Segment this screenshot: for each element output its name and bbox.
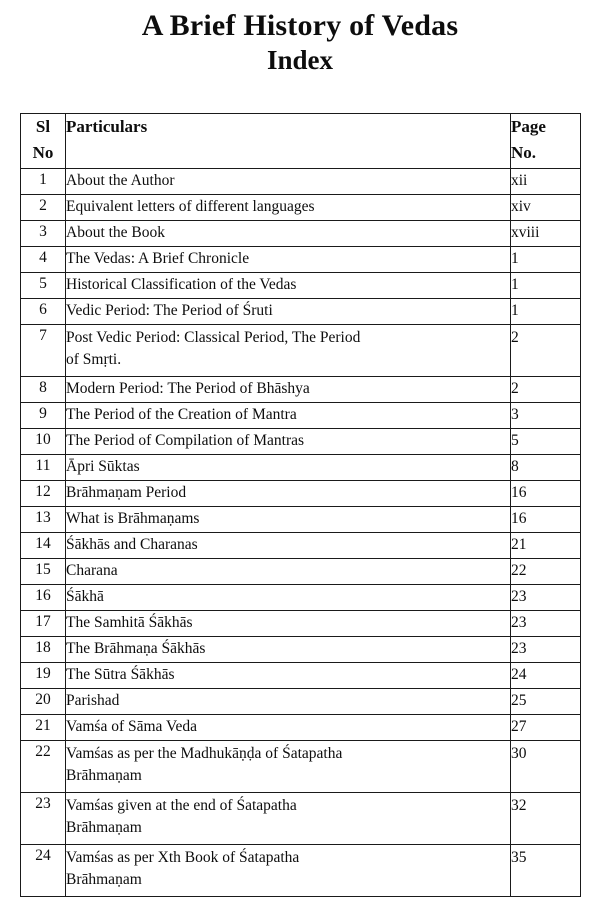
cell-page-no: 35	[511, 845, 581, 897]
cell-particulars-line1: Charana	[66, 562, 118, 579]
table-row	[21, 845, 581, 897]
cell-particulars	[66, 455, 511, 481]
table-row	[21, 429, 581, 455]
cell-sl-no: 1	[21, 169, 66, 195]
cell-page-no: 16	[511, 507, 581, 533]
table-row	[21, 221, 581, 247]
table-row	[21, 559, 581, 585]
cell-sl-no: 22	[21, 741, 66, 793]
cell-particulars-line1: Vedic Period: The Period of Śruti	[66, 302, 273, 319]
table-row	[21, 455, 581, 481]
cell-particulars-line1: Brāhmaṇam Period	[66, 484, 187, 501]
cell-particulars-line1: Āpri Sūktas	[66, 458, 140, 475]
cell-particulars-line2: Brāhmaṇam	[66, 767, 142, 785]
cell-page-no: 16	[511, 481, 581, 507]
cell-particulars	[66, 585, 511, 611]
cell-page-no: 23	[511, 611, 581, 637]
page-subtitle: Index	[266, 45, 334, 76]
cell-particulars-line1: Śākhā	[66, 588, 104, 605]
cell-particulars	[66, 273, 511, 299]
cell-particulars-line1: Historical Classification of the Vedas	[66, 276, 297, 293]
cell-sl-no: 24	[21, 845, 66, 897]
cell-particulars	[66, 169, 511, 195]
column-header-page-no	[511, 114, 581, 169]
cell-page-no: 1	[511, 247, 581, 273]
cell-particulars-line2: Brāhmaṇam	[66, 819, 142, 837]
cell-particulars	[66, 663, 511, 689]
cell-particulars	[66, 637, 511, 663]
cell-page-no: 30	[511, 741, 581, 793]
cell-particulars-line2: Brāhmaṇam	[66, 871, 142, 889]
table-row	[21, 741, 581, 793]
table-row	[21, 273, 581, 299]
cell-sl-no: 17	[21, 611, 66, 637]
cell-page-no: 3	[511, 403, 581, 429]
cell-sl-no: 12	[21, 481, 66, 507]
table-row	[21, 507, 581, 533]
cell-page-no: 21	[511, 533, 581, 559]
cell-particulars	[66, 611, 511, 637]
column-header-page-line1: Page	[511, 117, 546, 136]
cell-page-no: xiv	[511, 195, 581, 221]
cell-page-no: 24	[511, 663, 581, 689]
table-header	[21, 114, 581, 169]
column-header-sl-line2: No	[32, 142, 54, 162]
cell-page-no: 1	[511, 299, 581, 325]
table-row	[21, 585, 581, 611]
cell-particulars-line1: Post Vedic Period: Classical Period, The Period	[66, 329, 361, 346]
cell-sl-no: 7	[21, 325, 66, 377]
cell-particulars-line1: The Period of Compilation of Mantras	[66, 432, 305, 449]
cell-particulars	[66, 481, 511, 507]
cell-particulars-line1: Parishad	[66, 692, 120, 709]
cell-particulars	[66, 403, 511, 429]
cell-particulars	[66, 741, 511, 793]
cell-page-no: 25	[511, 689, 581, 715]
cell-particulars	[66, 845, 511, 897]
cell-sl-no: 19	[21, 663, 66, 689]
cell-page-no: 2	[511, 325, 581, 377]
table-row	[21, 481, 581, 507]
column-header-sl-no	[21, 114, 66, 169]
table-row	[21, 377, 581, 403]
table-row	[21, 403, 581, 429]
cell-sl-no: 23	[21, 793, 66, 845]
cell-particulars	[66, 377, 511, 403]
cell-page-no: xii	[511, 169, 581, 195]
table-row	[21, 325, 581, 377]
cell-particulars-line1: Modern Period: The Period of Bhāshya	[66, 380, 310, 397]
cell-sl-no: 15	[21, 559, 66, 585]
cell-particulars-line1: Vamśas given at the end of Śatapatha	[66, 797, 297, 814]
cell-particulars-line2: of Smṛti.	[66, 351, 122, 369]
table-row	[21, 715, 581, 741]
cell-particulars-line1: The Samhitā Śākhās	[66, 614, 193, 631]
cell-sl-no: 18	[21, 637, 66, 663]
cell-particulars-line1: The Brāhmaṇa Śākhās	[66, 640, 206, 657]
cell-page-no: 1	[511, 273, 581, 299]
cell-page-no: 23	[511, 637, 581, 663]
cell-sl-no: 6	[21, 299, 66, 325]
page-title: A Brief History of Vedas	[141, 9, 459, 42]
table-row	[21, 663, 581, 689]
cell-particulars	[66, 325, 511, 377]
cell-particulars	[66, 533, 511, 559]
column-header-sl-line1: Sl	[35, 117, 51, 136]
table-row	[21, 169, 581, 195]
cell-page-no: 8	[511, 455, 581, 481]
table-row	[21, 637, 581, 663]
table-row	[21, 533, 581, 559]
table-row	[21, 793, 581, 845]
table-header-row	[21, 114, 581, 169]
table-row	[21, 247, 581, 273]
cell-sl-no: 3	[21, 221, 66, 247]
cell-sl-no: 8	[21, 377, 66, 403]
cell-particulars-line1: Śākhās and Charanas	[66, 536, 198, 553]
cell-page-no: 5	[511, 429, 581, 455]
cell-particulars-line1: Vamśas as per the Madhukāṇḍa of Śatapatha	[66, 745, 343, 762]
cell-sl-no: 2	[21, 195, 66, 221]
cell-particulars	[66, 429, 511, 455]
cell-particulars-line1: Vamśas as per Xth Book of Śatapatha	[66, 849, 300, 866]
cell-particulars-line1: The Period of the Creation of Mantra	[66, 406, 297, 423]
cell-page-no: xviii	[511, 221, 581, 247]
cell-particulars-line1: The Sūtra Śākhās	[66, 666, 175, 683]
cell-sl-no: 16	[21, 585, 66, 611]
cell-sl-no: 20	[21, 689, 66, 715]
table-row	[21, 611, 581, 637]
cell-sl-no: 14	[21, 533, 66, 559]
table-row	[21, 689, 581, 715]
cell-page-no: 2	[511, 377, 581, 403]
cell-particulars	[66, 221, 511, 247]
table-row	[21, 299, 581, 325]
cell-particulars-line1: About the Author	[66, 172, 175, 189]
cell-sl-no: 9	[21, 403, 66, 429]
cell-particulars-line1: What is Brāhmaṇams	[66, 510, 200, 527]
cell-particulars	[66, 715, 511, 741]
cell-particulars	[66, 689, 511, 715]
document-heading	[0, 0, 600, 77]
cell-particulars	[66, 247, 511, 273]
cell-particulars	[66, 559, 511, 585]
cell-particulars-line1: About the Book	[66, 224, 166, 241]
cell-sl-no: 4	[21, 247, 66, 273]
cell-page-no: 32	[511, 793, 581, 845]
cell-page-no: 23	[511, 585, 581, 611]
cell-page-no: 22	[511, 559, 581, 585]
cell-sl-no: 11	[21, 455, 66, 481]
cell-sl-no: 13	[21, 507, 66, 533]
cell-sl-no: 21	[21, 715, 66, 741]
cell-sl-no: 5	[21, 273, 66, 299]
column-header-page-line2: No.	[511, 142, 537, 162]
cell-particulars	[66, 195, 511, 221]
column-header-particulars: Particulars	[66, 114, 511, 169]
table-row	[21, 195, 581, 221]
cell-page-no: 27	[511, 715, 581, 741]
index-table-container	[20, 113, 580, 897]
cell-particulars	[66, 507, 511, 533]
cell-particulars	[66, 299, 511, 325]
cell-particulars	[66, 793, 511, 845]
cell-sl-no: 10	[21, 429, 66, 455]
cell-particulars-line1: Equivalent letters of different languages	[66, 198, 315, 215]
cell-particulars-line1: Vamśa of Sāma Veda	[66, 718, 198, 735]
table-body	[21, 169, 581, 897]
index-table	[20, 113, 581, 897]
cell-particulars-line1: The Vedas: A Brief Chronicle	[66, 250, 250, 267]
